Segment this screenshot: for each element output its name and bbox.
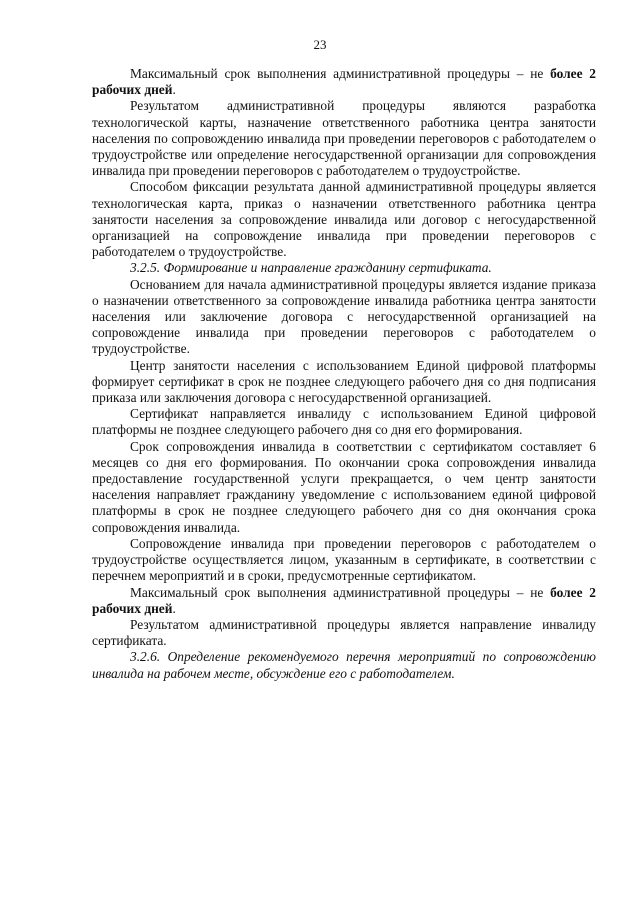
paragraph-certificate-formation: Центр занятости населения с использованием Единой цифровой платформы формирует сертификат в срок не позднее следующего рабочего дня со дня подписания приказа или заключения договора с негосударственной организацией. bbox=[92, 357, 596, 406]
paragraph-result-2: Результатом административной процедуры является направление инвалиду сертификата. bbox=[92, 616, 596, 649]
paragraph-result-1: Результатом административной процедуры являются разработка технологической карты, назначение ответственного работника центра занятости населения по сопровождению инвалида при проведении переговоров с работодателем о трудоустройстве или определение негосударственной организации для сопровождения инвалида при проведении переговоров с работодателем о трудоустройстве. bbox=[92, 98, 596, 179]
paragraph-support-person: Сопровождение инвалида при проведении переговоров с работодателем о трудоустройстве осуществляется лицом, указанным в сертификате, в соответствии с перечнем мероприятий и в сроки, предусмотренные сертификатом. bbox=[92, 535, 596, 584]
paragraph-certificate-sending: Сертификат направляется инвалиду с использованием Единой цифровой платформы не позднее следующего рабочего дня со дня его формирования. bbox=[92, 406, 596, 438]
paragraph-max-term-1: Максимальный срок выполнения административной процедуры – не более 2 рабочих дней. bbox=[92, 66, 596, 98]
paragraph-support-term: Срок сопровождения инвалида в соответствии с сертификатом составляет 6 месяцев со дня его формирования. По окончании срока сопровождения инвалида предоставление государственной услуги прекращается, о чем центр занятости населения направляет гражданину уведомление с использованием единой цифровой платформы в срок не позднее следующего рабочего дня со дня окончания срока сопровождения инвалида. bbox=[92, 438, 596, 535]
section-heading-3-2-5: 3.2.5. Формирование и направление гражданину сертификата. bbox=[130, 260, 492, 276]
bold-term: более 2 рабочих дней bbox=[92, 66, 596, 98]
page-number: 23 bbox=[313, 37, 327, 52]
paragraph-fixation: Способом фиксации результата данной административной процедуры является технологическая карта, приказ о назначении ответственного работника центра занятости населения за сопровождение инвалида или договор с негосударственной организацией на сопровождение инвалида при проведении переговоров с работодателем о трудоустройстве. bbox=[92, 179, 596, 260]
document-body bbox=[92, 66, 596, 682]
paragraph-basis: Основанием для начала административной процедуры является издание приказа о назначении ответственного за сопровождение инвалида работника центра занятости населения или заключение договора с негосударственной организацией на сопровождение инвалида при проведении переговоров с работодателем о трудоустройстве. bbox=[92, 276, 596, 357]
bold-term: более 2 рабочих дней bbox=[92, 584, 596, 616]
section-heading-3-2-6: 3.2.6. Определение рекомендуемого перечня мероприятий по сопровождению инвалида на рабочем месте, обсуждение его с работодателем. bbox=[92, 649, 596, 681]
paragraph-max-term-2: Максимальный срок выполнения административной процедуры – не более 2 рабочих дней. bbox=[92, 584, 596, 616]
